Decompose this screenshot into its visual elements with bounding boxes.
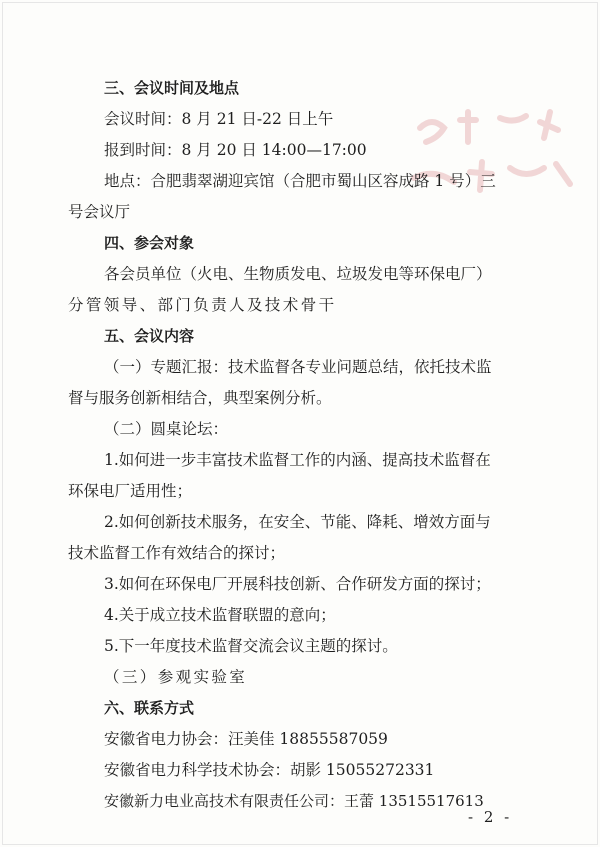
section-heading-time-location: 三、会议时间及地点 bbox=[104, 79, 240, 97]
page-number: - 2 - bbox=[468, 808, 513, 826]
section-heading-attendees: 四、参会对象 bbox=[104, 234, 195, 252]
attendees-line-2: 分管领导、部门负责人及技术骨干 bbox=[68, 296, 337, 314]
forum-topic-3: 3.如何在环保电厂开展科技创新、合作研发方面的探讨； bbox=[104, 575, 491, 593]
section-heading-content: 五、会议内容 bbox=[104, 327, 195, 345]
venue-line-1: 地点：合肥翡翠湖迎宾馆（合肥市蜀山区容成路 1 号）三 bbox=[104, 172, 496, 190]
forum-topic-1-line-2: 环保电厂适用性； bbox=[68, 482, 193, 500]
content-item-1-line-2: 督与服务创新相结合，典型案例分析。 bbox=[68, 389, 332, 407]
forum-topic-4: 4.关于成立技术监督联盟的意向； bbox=[104, 606, 336, 624]
section-heading-contact: 六、联系方式 bbox=[104, 699, 195, 717]
registration-time: 报到时间：8 月 20 日 14:00—17:00 bbox=[104, 141, 367, 159]
attendees-line-1: 各会员单位（火电、生物质发电、垃圾发电等环保电厂） bbox=[104, 265, 492, 283]
forum-topic-5: 5.下一年度技术监督交流会议主题的探讨。 bbox=[104, 637, 398, 655]
forum-topic-2-line-2: 技术监督工作有效结合的探讨； bbox=[68, 544, 286, 562]
content-item-2: （二）圆桌论坛： bbox=[104, 420, 229, 438]
venue-line-2: 号会议厅 bbox=[68, 203, 131, 221]
content-item-1-line-1: （一）专题汇报：技术监督各专业问题总结，依托技术监 bbox=[104, 358, 492, 376]
contact-2: 安徽省电力科学技术协会：胡影 15055272331 bbox=[104, 761, 435, 779]
meeting-time: 会议时间：8 月 21 日-22 日上午 bbox=[104, 110, 334, 128]
contact-3: 安徽新力电业高技术有限责任公司：王蕾 13515517613 bbox=[104, 792, 484, 810]
forum-topic-2-line-1: 2.如何创新技术服务，在安全、节能、降耗、增效方面与 bbox=[104, 513, 491, 531]
contact-1: 安徽省电力协会：汪美佳 18855587059 bbox=[104, 730, 388, 748]
forum-topic-1-line-1: 1.如何进一步丰富技术监督工作的内涵、提高技术监督在 bbox=[104, 451, 491, 469]
content-item-3: （三）参观实验室 bbox=[104, 668, 248, 686]
